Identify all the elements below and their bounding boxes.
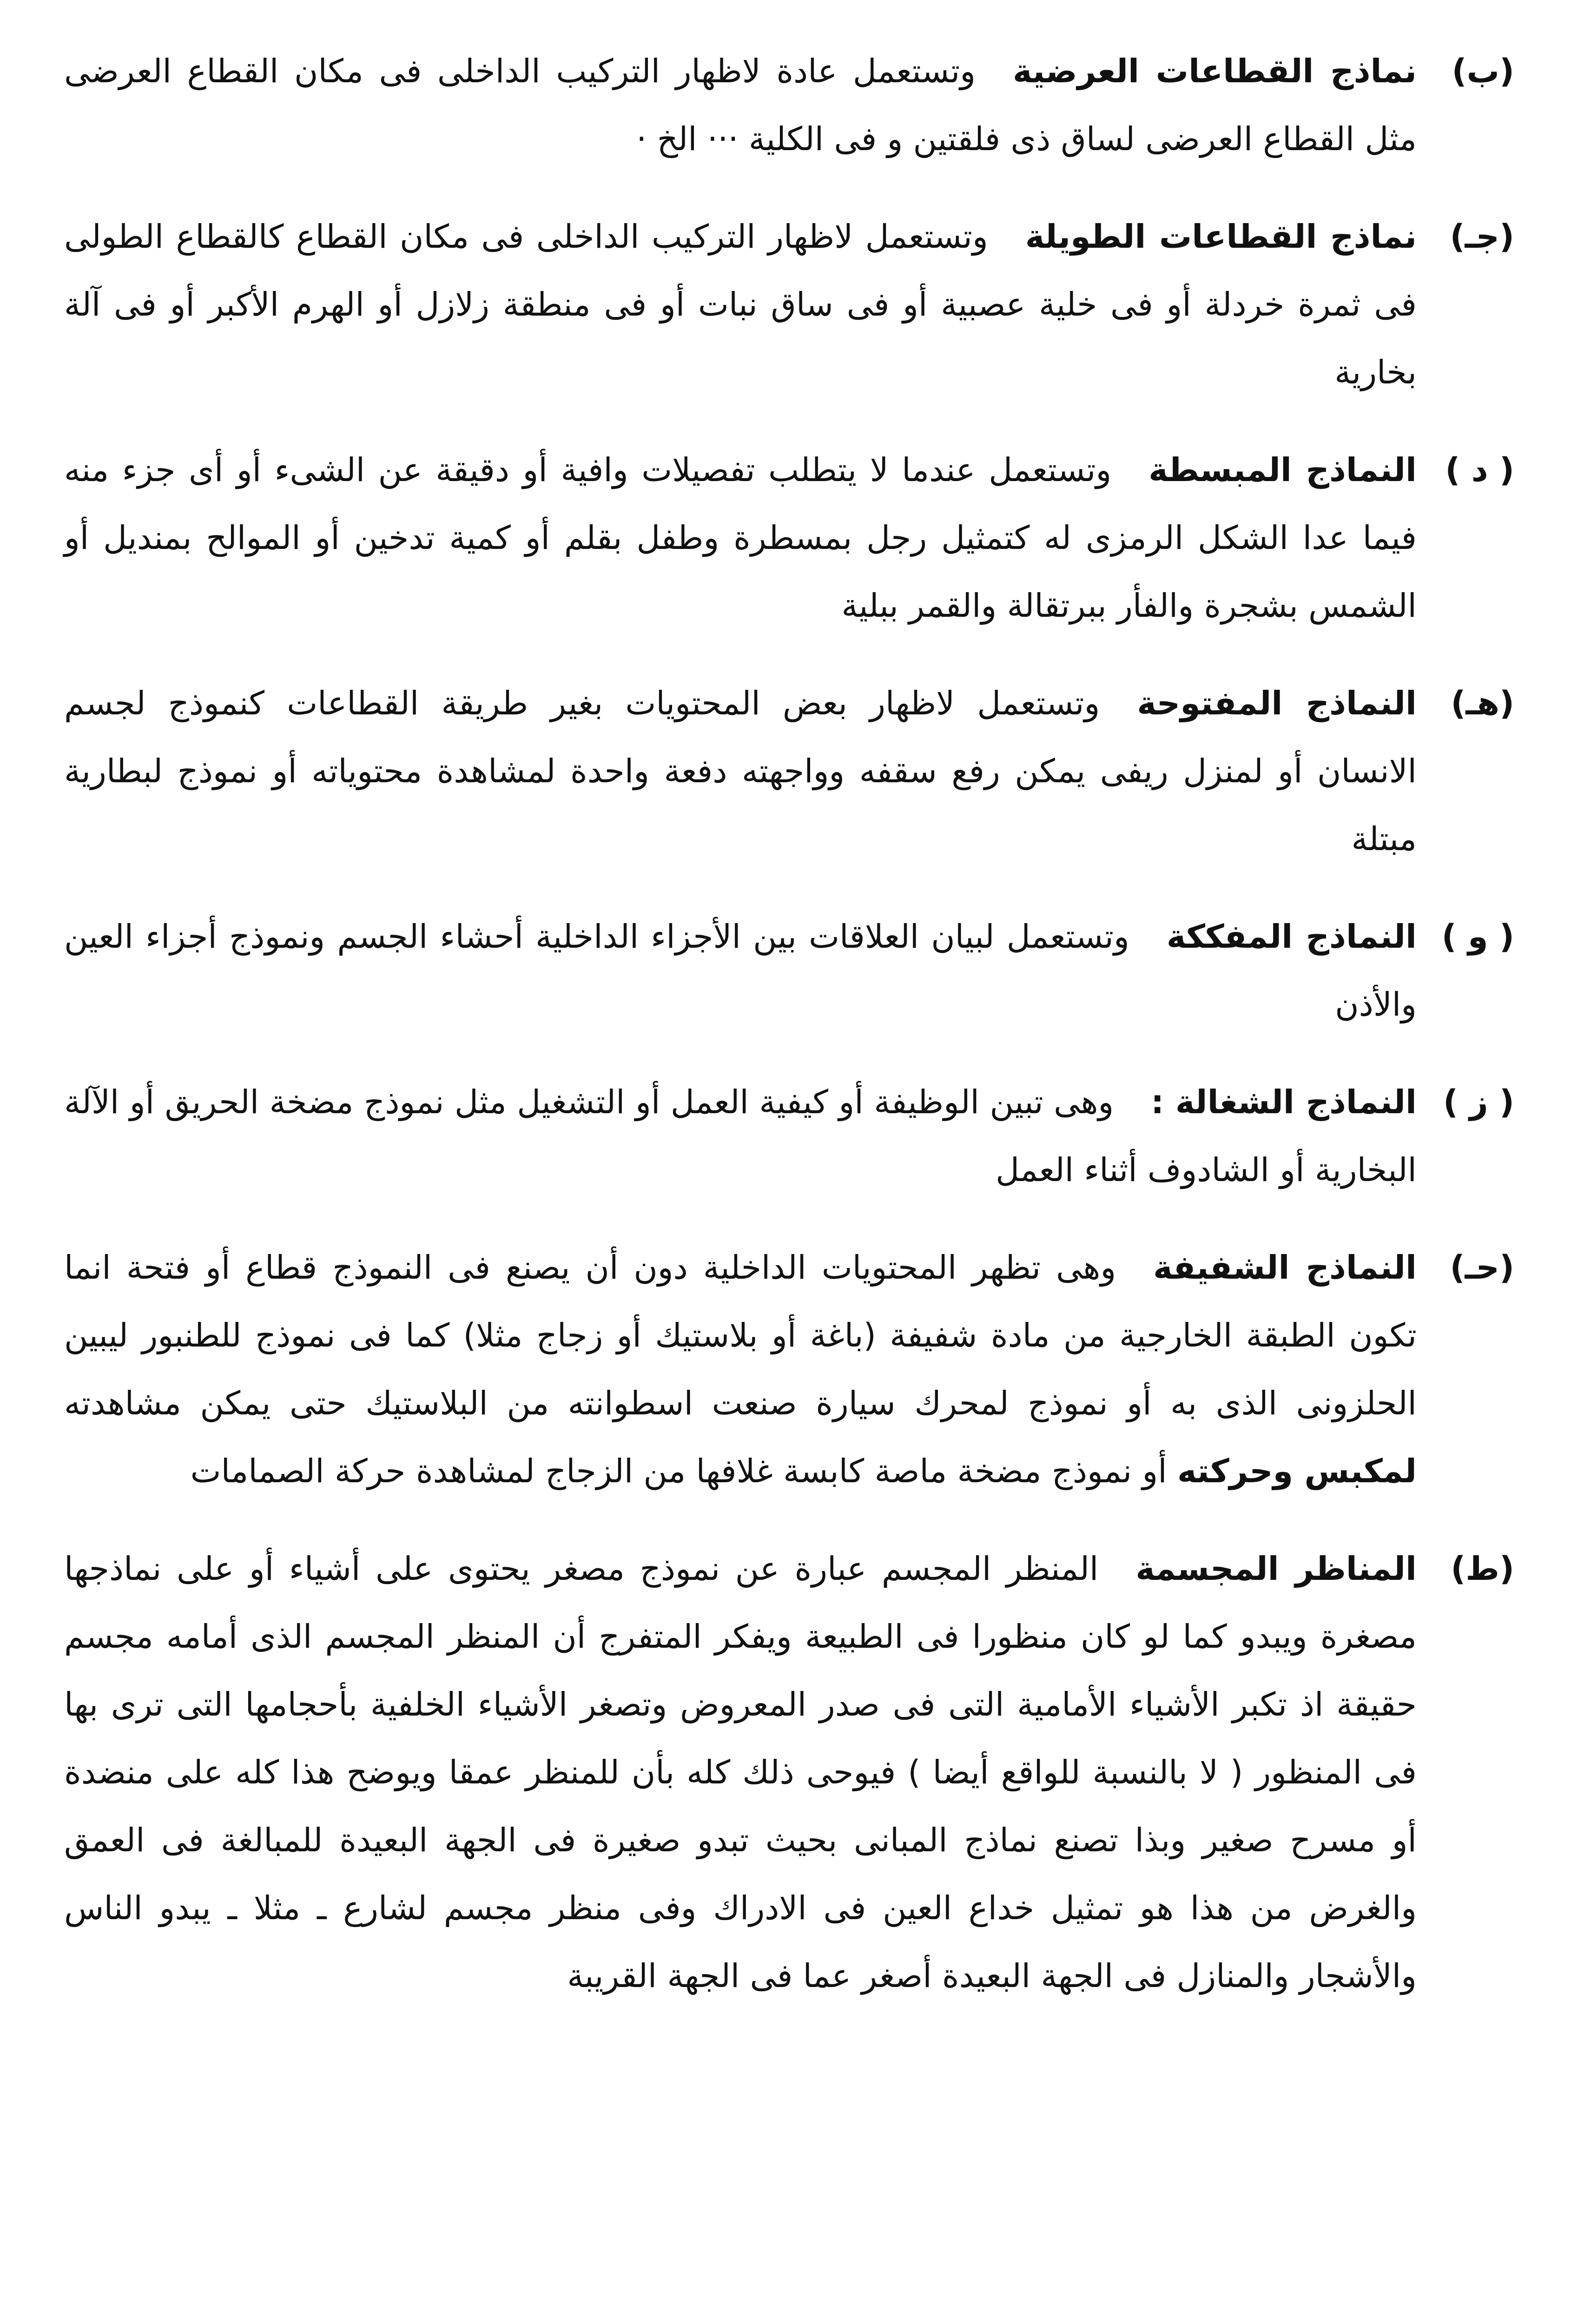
item-title: نماذج القطاعات الطويلة [1025,218,1417,256]
item-text-after: أو نموذج مضخة ماصة كابسة غلافها من الزجاج لمشاهدة حركة الصمامات [190,1452,1167,1490]
item-marker: (هـ) [1451,684,1514,722]
item-title: النماذج الشغالة : [1151,1083,1417,1121]
item-working-models [64,1068,1514,1204]
item-text: وتستعمل عادة لاظهار التركيب الداخلى فى مكان القطاع العرضى مثل القطاع العرضى لساق ذى فلقتين و فى الكلية ··· الخ · [64,52,1417,158]
item-marker: (ط) [1451,1550,1514,1588]
item-title: النماذج المبسطة [1148,451,1417,489]
item-simplified-models [64,436,1514,640]
item-emphasis: لمكبس وحركته [1177,1452,1417,1490]
item-text: وتستعمل لبيان العلاقات بين الأجزاء الداخلية أحشاء الجسم ونموذج أجزاء العين والأذن [64,918,1417,1023]
page-content [64,37,1514,2040]
item-body [64,203,1417,406]
item-text: وتستعمل عندما لا يتطلب تفصيلات وافية أو دقيقة عن الشىء أو أى جزء منه فيما عدا الشكل الرمزى له كتمثيل رجل بمسطرة وطفل بقلم أو كمية تدخين أو الموالح بمنديل أو الشمس بشجرة والفأر ببرتقالة والقمر ببلية [64,451,1417,625]
item-body [64,37,1417,173]
item-body [64,669,1417,873]
item-title: نماذج القطاعات العرضية [1013,52,1417,90]
item-title: النماذج المفككة [1166,918,1417,956]
item-title: المناظر المجسمة [1135,1550,1417,1588]
item-marker: ( د ) [1445,451,1514,489]
item-body [64,436,1417,640]
item-marker: (حـ) [1450,1248,1514,1287]
item-text: وتستعمل لاظهار بعض المحتويات بغير طريقة القطاعات كنموذج لجسم الانسان أو لمنزل ريفى يمكن رفع سقفه وواجهته دفعة واحدة لمشاهدة محتوياته أو نموذج لبطارية مبتلة [64,684,1417,858]
item-marker: ( و ) [1441,918,1514,956]
item-text: وتستعمل لاظهار التركيب الداخلى فى مكان القطاع كالقطاع الطولى فى ثمرة خردلة أو فى خلية عصبية أو فى ساق نبات أو فى منطقة زلازل أو الهرم الأكبر أو فى آلة بخارية [64,218,1417,391]
item-body [64,1068,1417,1204]
item-title: النماذج المفتوحة [1137,684,1417,722]
item-text: المنظر المجسم عبارة عن نموذج مصغر يحتوى على أشياء أو على نماذجها مصغرة ويبدو كما لو كان منظورا فى الطبيعة ويفكر المتفرج أن المنظر المجسم الذى أمامه مجسم حقيقة اذ تكبر الأشياء الأمامية التى فى صدر المعروض وتصغر الأشياء الخلفية بأحجامها التى ترى بها فى المنظور ( لا بالنسبة للواقع أيضا ) فيوحى ذلك كله بأن للمنظر عمقا ويوضح هذا كله على منضدة أو مسرح صغير وبذا تصنع نماذج المبانى بحيث تبدو صغيرة فى الجهة البعيدة للمبالغة فى العمق والغرض من هذا هو تمثيل خداع العين فى الادراك وفى منظر مجسم لشارع ـ مثلا ـ يبدو الناس والأشجار والمنازل فى الجهة البعيدة أصغر عما فى الجهة القريبة [64,1550,1417,1995]
item-marker: (ب) [1452,52,1514,90]
item-marker: ( ز ) [1443,1083,1514,1121]
item-body [64,1234,1417,1505]
item-text-before: وهى تظهر المحتويات الداخلية دون أن يصنع فى النموذج قطاع أو فتحة انما تكون الطبقة الخارجية من مادة شفيفة (باغة أو بلاستيك أو زجاج مثلا) كما فى نموذج للطنبور ليبين الحلزونى الذى به أو نموذج لمحرك سيارة صنعت اسطوانته من البلاستيك حتى يمكن مشاهدته [64,1248,1417,1422]
item-dismantled-models [64,903,1514,1038]
item-diorama-scenes [64,1535,1514,2010]
item-cross-section-models [64,37,1514,173]
item-text: وهى تبين الوظيفة أو كيفية العمل أو التشغيل مثل نموذج مضخة الحريق أو الآلة البخارية أو الشادوف أثناء العمل [64,1083,1417,1189]
item-open-models [64,669,1514,873]
item-body [64,903,1417,1038]
item-transparent-models [64,1234,1514,1505]
item-body [64,1535,1417,2010]
item-marker: (جـ) [1450,218,1514,256]
item-longitudinal-section-models [64,203,1514,406]
item-title: النماذج الشفيفة [1153,1248,1417,1287]
